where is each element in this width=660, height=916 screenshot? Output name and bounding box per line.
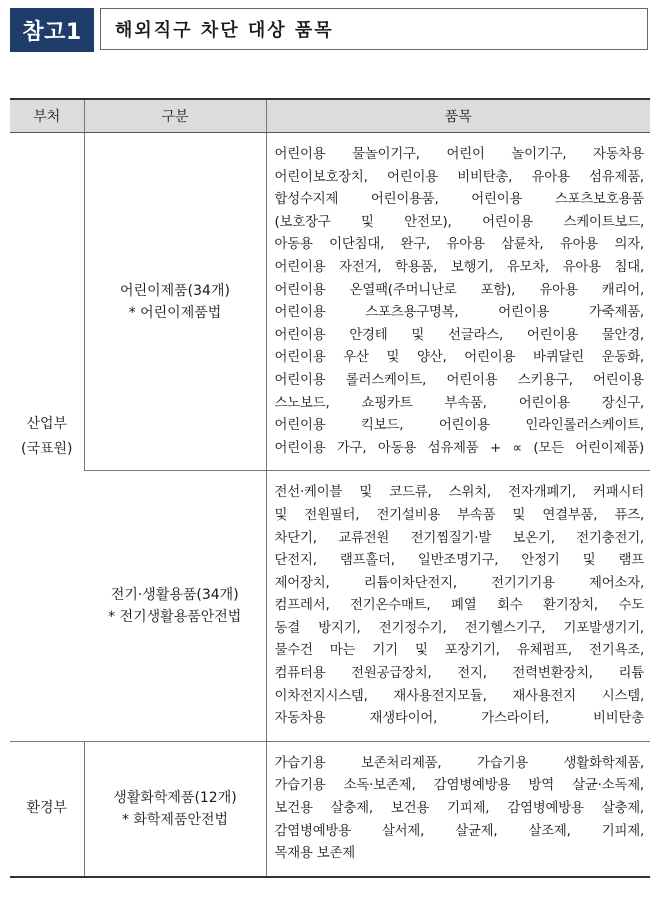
dept-name: 산업부: [26, 415, 68, 432]
category-cell: [84, 741, 266, 876]
column-header-category: 구분: [84, 99, 266, 133]
category-name: 생활화학제품(12개): [113, 789, 237, 806]
header: [10, 8, 650, 52]
dept-name: 환경부: [26, 800, 68, 817]
item-line: 어린이용 온열팩(주머니난로 포함), 유아용 캐리어,: [274, 282, 644, 298]
category-law: * 화학제품안전법: [121, 811, 229, 828]
table-header-row: [10, 99, 650, 133]
item-line: 가습기용 소독·보존제, 감염병예방용 방역 살균·소독제,: [274, 778, 644, 794]
item-line: 자동차용 재생타이어, 가스라이터, 비비탄총: [274, 711, 644, 727]
item-line: 이차전지시스템, 재사용전지모듈, 재사용전지 시스템,: [274, 688, 644, 704]
item-line: 제어장치, 리튬이차단전지, 전기기기용 제어소자,: [274, 575, 644, 591]
category-name: 어린이제품(34개): [120, 282, 230, 299]
item-line: 컴퓨터용 전원공급장치, 전지, 전력변환장치, 리튬: [274, 666, 644, 682]
page-title: 해외직구 차단 대상 품목: [100, 8, 648, 50]
item-line: 및 전원필터, 전기설비용 부속품 및 연결부품, 퓨즈,: [274, 507, 644, 523]
category-law: * 어린이제품법: [128, 304, 222, 321]
item-line: 아동용 이단침대, 완구, 유아용 삼륜차, 유아용 의자,: [274, 237, 644, 253]
item-line: 어린이용 우산 및 양산, 어린이용 바퀴달린 운동화,: [274, 350, 644, 366]
item-line: 어린이용 가구, 아동용 섬유제품 + ∝ (모든 어린이제품): [274, 440, 644, 456]
item-line: 어린이용 물놀이기구, 어린이 놀이기구, 자동차용: [274, 147, 644, 162]
item-line: 차단기, 교류전원 전기찜질기·발 보온기, 전기충전기,: [274, 530, 644, 546]
items-cell: [266, 133, 650, 471]
dept-agency: (국표원): [21, 440, 73, 457]
column-header-items: 품목: [266, 99, 650, 133]
item-line: 목재용 보존제: [274, 846, 355, 862]
category-law: * 전기생활용품안전법: [108, 609, 242, 626]
item-line: 어린이용 자전거, 학용품, 보행기, 유모차, 유아용 침대,: [274, 259, 644, 275]
item-line: (보호장구 및 안전모), 어린이용 스케이트보드,: [274, 214, 644, 230]
item-line: 어린이보호장치, 어린이용 비비탄총, 유아용 섬유제품,: [274, 169, 644, 185]
item-line: 어린이용 스포츠용구명복, 어린이용 가죽제품,: [274, 305, 644, 321]
item-line: 스노보드, 쇼핑카트 부속품, 어린이용 장신구,: [274, 395, 644, 411]
items-cell: [266, 471, 650, 742]
item-line: 가습기용 보존처리제품, 가습기용 생활화학제품,: [274, 755, 644, 771]
item-table: [10, 98, 650, 878]
table-row: [10, 741, 650, 876]
reference-badge: 참고1: [10, 8, 94, 52]
category-name: 전기·생활용품(34개): [110, 587, 239, 604]
item-line: 어린이용 킥보드, 어린이용 인라인롤러스케이트,: [274, 418, 644, 434]
item-line: 컴프레서, 전기온수매트, 폐열 회수 환기장치, 수도: [274, 598, 644, 614]
item-line: 합성수지제 어린이용품, 어린이용 스포츠보호용품: [274, 192, 644, 208]
category-cell: [84, 471, 266, 742]
item-line: 감염병예방용 살서제, 살균제, 살조제, 기피제,: [274, 823, 644, 839]
item-line: 보건용 살충제, 보건용 기피제, 감염병예방용 살충제,: [274, 801, 644, 817]
item-line: 동결 방지기, 전기정수기, 전기헬스기구, 기포발생기기,: [274, 620, 644, 636]
item-line: 어린이용 롤러스케이트, 어린이용 스키용구, 어린이용: [274, 372, 644, 388]
item-line: 단전지, 램프홀더, 일반조명기구, 안정기 및 램프: [274, 553, 644, 569]
column-header-dept: 부처: [10, 99, 84, 133]
dept-cell: [10, 741, 84, 876]
table-row: [10, 471, 650, 742]
dept-cell: [10, 133, 84, 742]
category-cell: [84, 133, 266, 471]
table-row: [10, 133, 650, 471]
item-line: 어린이용 안경테 및 선글라스, 어린이용 물안경,: [274, 327, 644, 343]
item-line: 전선·케이블 및 코드류, 스위치, 전자개폐기, 커패시터: [274, 485, 644, 501]
item-line: 물수건 마는 기기 및 포장기기, 유체펌프, 전기욕조,: [274, 643, 644, 659]
items-cell: [266, 741, 650, 876]
